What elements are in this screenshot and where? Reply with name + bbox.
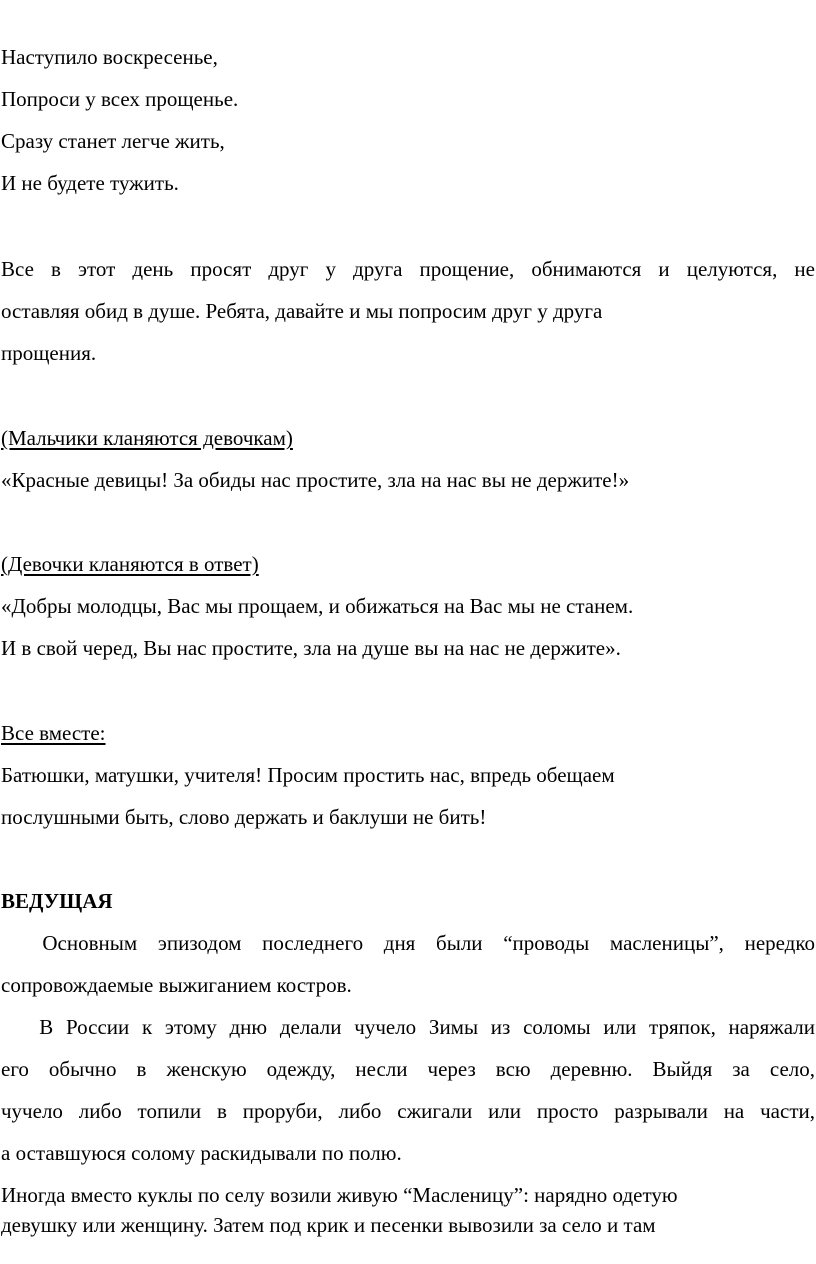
host-para1-line-1: Основным эпизодом последнего дня были “проводы масленицы”, нередко (1, 931, 815, 955)
intro-line-2: оставляя обид в душе. Ребята, давайте и мы попросим друг у друга (1, 299, 603, 323)
poem-line-3: Сразу станет легче жить, (1, 129, 225, 153)
host-para3-line-1: Иногда вместо куклы по селу возили живую “Масленицу”: нарядно одетую (1, 1183, 678, 1207)
intro-line-3: прощения. (1, 341, 97, 365)
girls-stage-direction: (Девочки кланяются в ответ) (1, 552, 259, 576)
poem-line-2: Попроси у всех прощенье. (1, 87, 239, 111)
host-para2-line-3: чучело либо топили в проруби, либо сжигали или просто разрывали на части, (1, 1099, 815, 1123)
intro-line-1: Все в этот день просят друг у друга прощение, обнимаются и целуются, не (1, 257, 815, 281)
boys-line: «Красные девицы! За обиды нас простите, зла на нас вы не держите!» (1, 468, 630, 492)
poem-line-1: Наступило воскресенье, (1, 45, 218, 69)
host-para2-line-2: его обычно в женскую одежду, несли через всю деревню. Выйдя за село, (1, 1057, 815, 1081)
girls-line-2: И в свой черед, Вы нас простите, зла на душе вы на нас не держите». (1, 636, 621, 660)
boys-stage-direction: (Мальчики кланяются девочкам) (1, 426, 293, 450)
poem-line-4: И не будете тужить. (1, 171, 179, 195)
together-line-1: Батюшки, матушки, учителя! Просим простить нас, впредь обещаем (1, 763, 615, 787)
together-line-2: послушными быть, слово держать и баклуши не бить! (1, 805, 487, 829)
host-para1-line-2: сопровождаемые выжиганием костров. (1, 973, 352, 997)
girls-line-1: «Добры молодцы, Вас мы прощаем, и обижаться на Вас мы не станем. (1, 594, 634, 618)
host-para3-line-2: девушку или женщину. Затем под крик и песенки вывозили за село и там (1, 1213, 656, 1237)
host-para2-line-1: В России к этому дню делали чучело Зимы из соломы или тряпок, наряжали (1, 1015, 815, 1039)
host-heading: ВЕДУЩАЯ (1, 889, 113, 913)
host-para2-line-4: а оставшуюся солому раскидывали по полю. (1, 1141, 402, 1165)
together-stage-direction: Все вместе: (1, 721, 106, 745)
